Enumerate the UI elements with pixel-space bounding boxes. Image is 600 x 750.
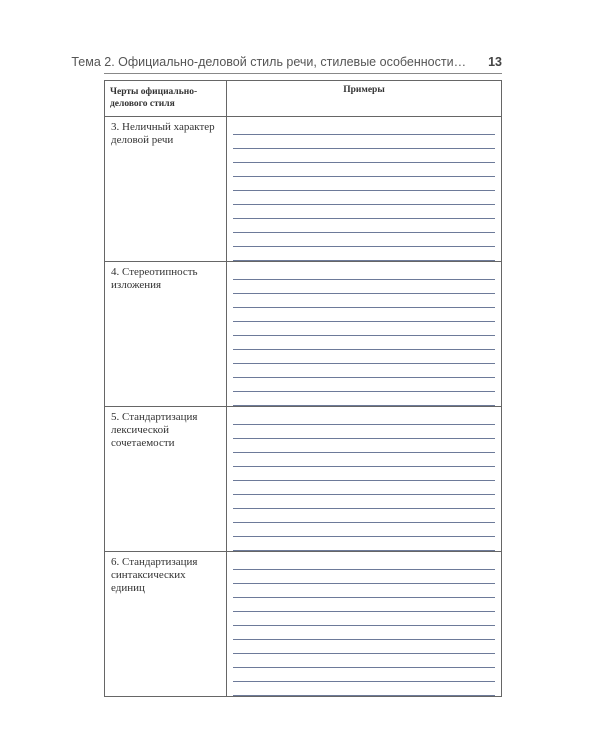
answer-line[interactable] [233,668,495,682]
answer-line[interactable] [233,523,495,537]
column-header-examples: Примеры [227,81,502,117]
answer-line[interactable] [233,294,495,308]
answer-lines[interactable] [227,552,501,696]
answer-line[interactable] [233,682,495,696]
answer-line[interactable] [233,425,495,439]
answer-line[interactable] [233,336,495,350]
feature-label: 4. Стереотипность изложения [111,266,198,291]
answer-line[interactable] [233,177,495,191]
answer-line[interactable] [233,654,495,668]
answer-lines[interactable] [227,407,501,551]
answer-line[interactable] [233,584,495,598]
answer-line[interactable] [233,149,495,163]
answer-line[interactable] [233,640,495,654]
answer-line[interactable] [233,481,495,495]
answer-line[interactable] [233,121,495,135]
header-rule [104,73,502,74]
answer-lines[interactable] [227,262,501,406]
answer-line[interactable] [233,495,495,509]
answer-line[interactable] [233,392,495,406]
running-title: Тема 2. Официально-деловой стиль речи, стилевые особенности… [71,55,467,69]
page-header [71,52,502,72]
answer-line[interactable] [233,570,495,584]
answer-line[interactable] [233,219,495,233]
feature-label: 3. Неличный характер деловой речи [111,121,215,146]
feature-label: 6. Стандартизация синтаксических единиц [111,556,198,594]
answer-line[interactable] [233,135,495,149]
table-header-row [105,81,502,117]
answer-line[interactable] [233,467,495,481]
answer-line[interactable] [233,322,495,336]
answer-line[interactable] [233,350,495,364]
answer-line[interactable] [233,233,495,247]
answer-line[interactable] [233,191,495,205]
answer-line[interactable] [233,280,495,294]
page-number: 13 [488,55,502,69]
answer-line[interactable] [233,537,495,551]
table-row [105,262,502,407]
answer-line[interactable] [233,163,495,177]
answer-line[interactable] [233,411,495,425]
answer-line[interactable] [233,205,495,219]
feature-label: 5. Стандартизация лексической сочетаемости [111,411,198,449]
answer-lines[interactable] [227,117,501,261]
answer-line[interactable] [233,598,495,612]
table-row [105,552,502,697]
answer-line[interactable] [233,556,495,570]
answer-line[interactable] [233,378,495,392]
answer-line[interactable] [233,247,495,261]
answer-line[interactable] [233,364,495,378]
answer-line[interactable] [233,612,495,626]
answer-line[interactable] [233,266,495,280]
answer-line[interactable] [233,626,495,640]
answer-line[interactable] [233,308,495,322]
features-table [104,80,502,697]
column-header-features: Черты официально-делового стиля [105,81,227,117]
answer-line[interactable] [233,453,495,467]
answer-line[interactable] [233,439,495,453]
table-row [105,407,502,552]
table-row [105,117,502,262]
answer-line[interactable] [233,509,495,523]
